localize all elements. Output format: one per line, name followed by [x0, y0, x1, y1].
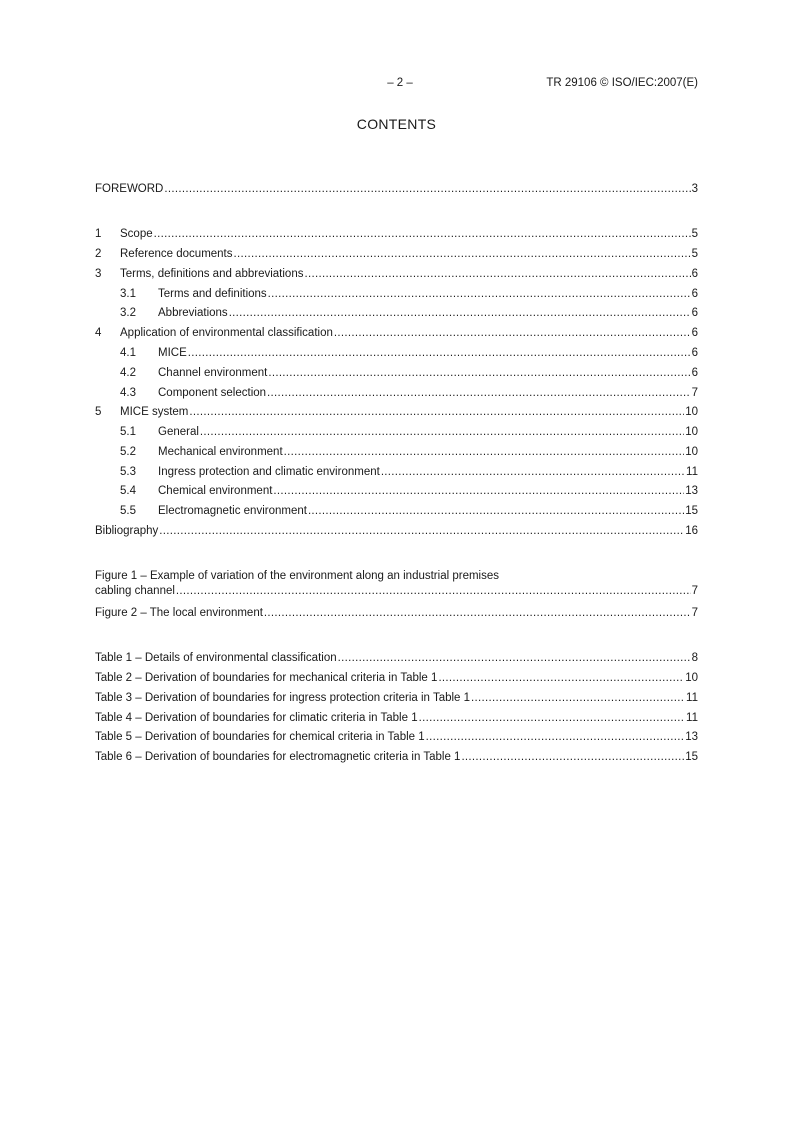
toc-entry-label: cabling channel: [95, 585, 175, 597]
toc-entry-subsection[interactable]: [120, 483, 698, 499]
leader-dots: [273, 483, 684, 499]
toc-entry-page: 6: [691, 288, 698, 300]
toc-entry-page: 6: [691, 268, 698, 280]
toc-entry-page: 16: [685, 525, 698, 537]
toc-entry-number: 2: [95, 248, 102, 260]
toc-entry-label: FOREWORD: [95, 183, 164, 195]
toc-entry-subsection[interactable]: [120, 503, 698, 519]
toc-entry-foreword[interactable]: [95, 181, 698, 197]
toc-entry-bibliography[interactable]: [95, 523, 698, 539]
leader-dots: [159, 523, 684, 539]
toc-entry-page: 15: [685, 751, 698, 763]
toc-entry-number: 5.5: [120, 505, 136, 517]
toc-entry-number: 3.2: [120, 307, 136, 319]
leader-dots: [188, 345, 691, 361]
toc-entry-number: 4: [95, 327, 102, 339]
toc-entry-page: 7: [691, 585, 698, 597]
toc-entry-label: Ingress protection and climatic environment: [158, 466, 380, 478]
leader-dots: [264, 605, 691, 621]
toc-entry-label: Abbreviations: [158, 307, 228, 319]
toc-entry-page: 10: [685, 446, 698, 458]
leader-dots: [234, 246, 691, 262]
toc-entry-figure[interactable]: [95, 583, 698, 599]
toc-entry-label: Scope: [120, 228, 153, 240]
toc-entry-subsection[interactable]: [120, 464, 698, 480]
toc-entry-label: Electromagnetic environment: [158, 505, 307, 517]
toc-entry-number: 5.1: [120, 426, 136, 438]
toc-entry-section[interactable]: [95, 266, 698, 282]
toc-entry-page: 11: [686, 466, 698, 478]
leader-dots: [268, 365, 690, 381]
toc-entry-page: 10: [685, 672, 698, 684]
toc-entry-number: 4.2: [120, 367, 136, 379]
toc-entry-label: Terms, definitions and abbreviations: [120, 268, 304, 280]
toc-entry-number: 5.2: [120, 446, 136, 458]
toc-entry-table[interactable]: [95, 710, 698, 726]
toc-entry-figure[interactable]: [95, 605, 698, 621]
toc-entry-label: Application of environmental classification: [120, 327, 333, 339]
toc-entry-subsection[interactable]: [120, 385, 698, 401]
toc-entry-label: Channel environment: [158, 367, 268, 379]
toc-entry-page: 5: [691, 228, 698, 240]
toc-entry-label: MICE: [158, 347, 187, 359]
leader-dots: [189, 404, 684, 420]
toc-entry-page: 13: [685, 485, 698, 497]
toc-entry-label: Bibliography: [95, 525, 159, 537]
toc-entry-page: 10: [685, 406, 698, 418]
leader-dots: [229, 305, 691, 321]
toc-figure-1-first-line[interactable]: Figure 1 – Example of variation of the environment along an industrial premises: [95, 570, 499, 582]
toc-entry-subsection[interactable]: [120, 365, 698, 381]
toc-entry-label: Table 3 – Derivation of boundaries for ingress protection criteria in Table 1: [95, 692, 471, 704]
toc-entry-number: 1: [95, 228, 102, 240]
leader-dots: [426, 729, 685, 745]
leader-dots: [438, 670, 684, 686]
leader-dots: [338, 650, 691, 666]
leader-dots: [304, 266, 690, 282]
leader-dots: [164, 181, 690, 197]
toc-entry-page: 10: [685, 426, 698, 438]
toc-entry-table[interactable]: [95, 670, 698, 686]
toc-entry-page: 15: [685, 505, 698, 517]
leader-dots: [268, 286, 691, 302]
toc-entry-number: 4.1: [120, 347, 136, 359]
leader-dots: [200, 424, 684, 440]
toc-entry-label: Reference documents: [120, 248, 233, 260]
toc-entry-label: MICE system: [120, 406, 189, 418]
page-number: – 2 –: [387, 77, 413, 89]
toc-entry-page: 3: [691, 183, 698, 195]
toc-entry-subsection[interactable]: [120, 345, 698, 361]
toc-entry-page: 7: [691, 607, 698, 619]
toc-entry-label: Table 5 – Derivation of boundaries for chemical criteria in Table 1: [95, 731, 425, 743]
toc-entry-section[interactable]: [95, 325, 698, 341]
toc-entry-page: 6: [691, 367, 698, 379]
document-id: TR 29106 © ISO/IEC:2007(E): [546, 77, 698, 89]
toc-entry-number: 5.3: [120, 466, 136, 478]
toc-entry-label: Chemical environment: [158, 485, 273, 497]
page-title: CONTENTS: [356, 116, 437, 132]
leader-dots: [471, 690, 685, 706]
toc-entry-label: Component selection: [158, 387, 267, 399]
leader-dots: [334, 325, 691, 341]
toc-entry-label: Table 1 – Details of environmental classification: [95, 652, 337, 664]
leader-dots: [308, 503, 684, 519]
leader-dots: [176, 583, 691, 599]
toc-entry-table[interactable]: [95, 690, 698, 706]
toc-entry-number: 5: [95, 406, 102, 418]
toc-entry-number: 5.4: [120, 485, 136, 497]
toc-entry-label: Table 6 – Derivation of boundaries for electromagnetic criteria in Table 1: [95, 751, 461, 763]
leader-dots: [284, 444, 685, 460]
toc-entry-number: 4.3: [120, 387, 136, 399]
toc-entry-label: Table 2 – Derivation of boundaries for mechanical criteria in Table 1: [95, 672, 438, 684]
leader-dots: [461, 749, 684, 765]
toc-entry-label: Terms and definitions: [158, 288, 267, 300]
toc-entry-page: 8: [691, 652, 698, 664]
toc-entry-subsection[interactable]: [120, 286, 698, 302]
toc-entry-page: 7: [691, 387, 698, 399]
toc-entry-table[interactable]: [95, 729, 698, 745]
toc-entry-page: 5: [691, 248, 698, 260]
toc-entry-page: 11: [686, 712, 698, 724]
toc-entry-subsection[interactable]: [120, 444, 698, 460]
toc-entry-subsection[interactable]: [120, 424, 698, 440]
toc-entry-table[interactable]: [95, 749, 698, 765]
toc-entry-label: Table 4 – Derivation of boundaries for climatic criteria in Table 1: [95, 712, 418, 724]
leader-dots: [267, 385, 691, 401]
leader-dots: [419, 710, 685, 726]
toc-entry-section[interactable]: [95, 404, 698, 420]
toc-entry-table[interactable]: [95, 650, 698, 666]
page-header: [0, 77, 793, 93]
toc-entry-section[interactable]: [95, 246, 698, 262]
toc-entry-subsection[interactable]: [120, 305, 698, 321]
leader-dots: [154, 226, 691, 242]
toc-entry-page: 6: [691, 327, 698, 339]
toc-entry-page: 6: [691, 307, 698, 319]
leader-dots: [381, 464, 685, 480]
toc-entry-page: 6: [691, 347, 698, 359]
toc-entry-label: Figure 2 – The local environment: [95, 607, 263, 619]
toc-entry-section[interactable]: [95, 226, 698, 242]
toc-entry-number: 3: [95, 268, 102, 280]
toc-entry-page: 11: [686, 692, 698, 704]
toc-entry-label: Mechanical environment: [158, 446, 283, 458]
toc-entry-number: 3.1: [120, 288, 136, 300]
toc-entry-page: 13: [685, 731, 698, 743]
toc-entry-label: General: [158, 426, 199, 438]
